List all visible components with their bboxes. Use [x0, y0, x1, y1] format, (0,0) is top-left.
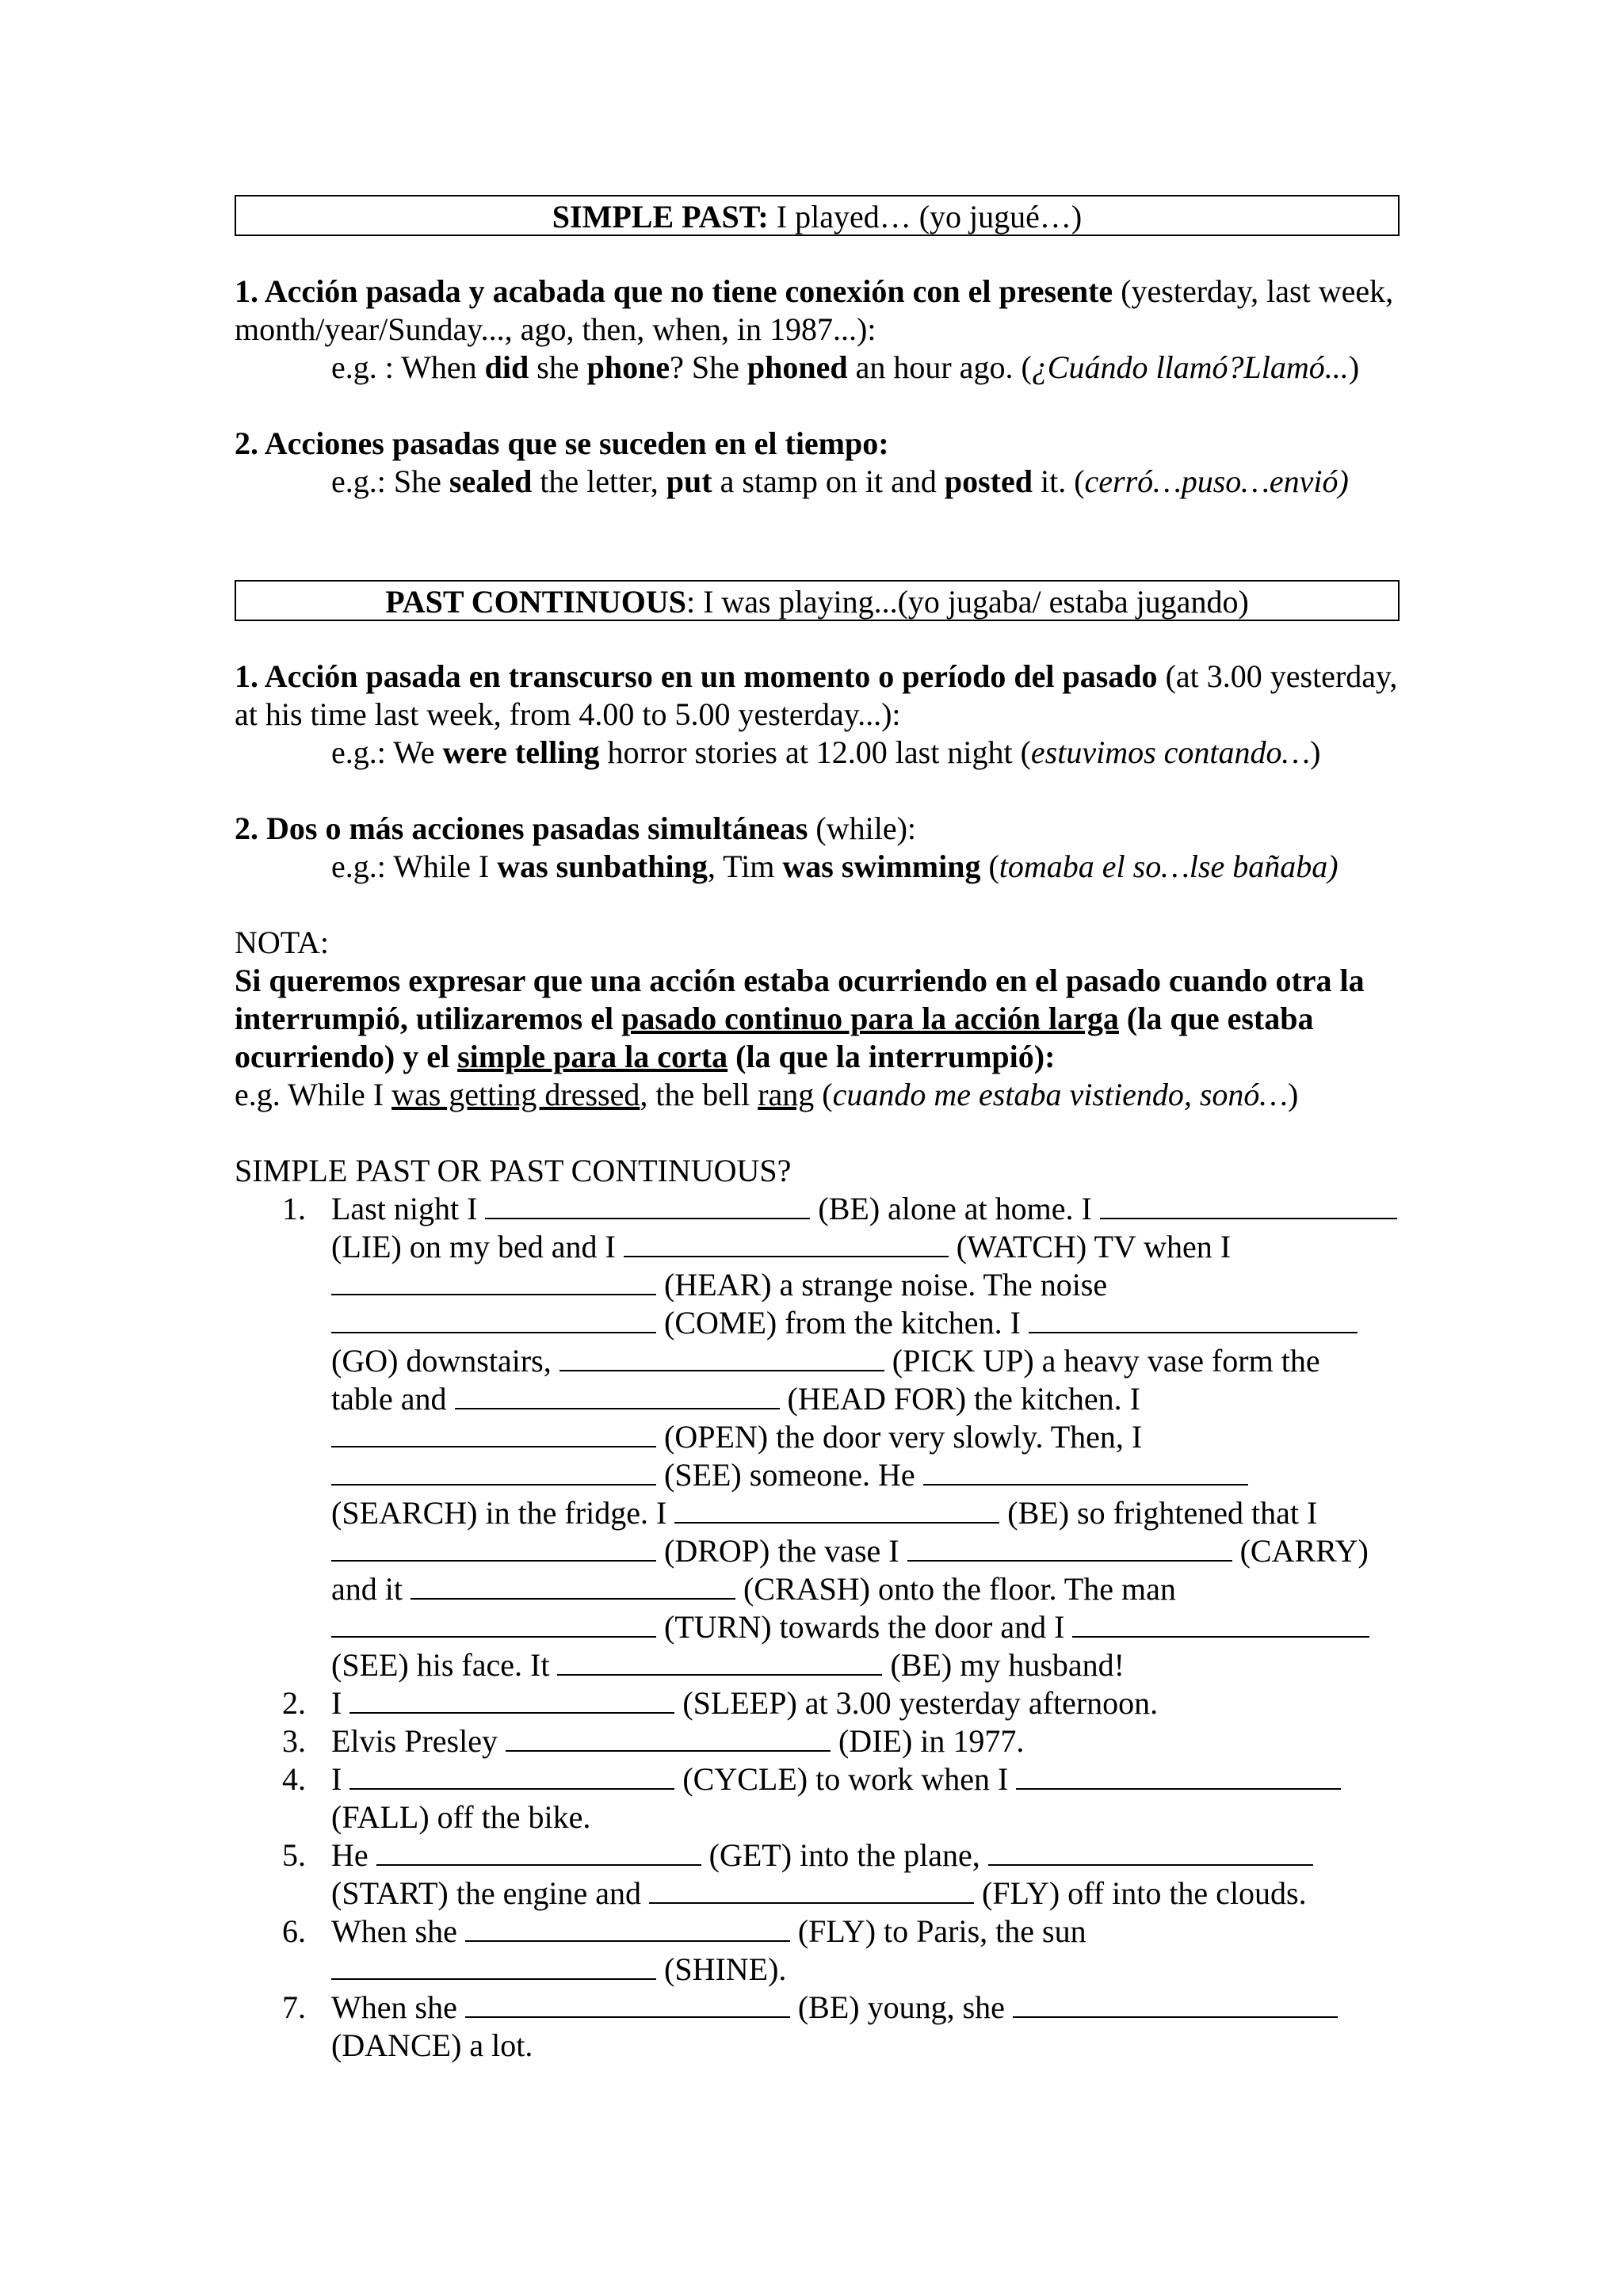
worksheet [235, 195, 1400, 2065]
exercise-item-5 [235, 1836, 1400, 1913]
item-text: (BE) my husband! [882, 1647, 1125, 1683]
item-text: (PICK UP) a heavy vase form the [884, 1343, 1320, 1379]
simple-past-title: SIMPLE PAST: [552, 199, 769, 235]
answer-blank[interactable] [624, 1229, 949, 1257]
example-text: ) [1348, 349, 1360, 385]
example-text: the letter, [532, 463, 666, 499]
nota-underlined: pasado continuo para la acción larga [621, 1001, 1119, 1036]
item-text: (DANCE) a lot. [331, 2027, 533, 2063]
answer-blank[interactable] [331, 1419, 656, 1447]
item-number: 3. [282, 1723, 306, 1759]
answer-blank[interactable] [349, 1761, 674, 1790]
item-number: 2. [282, 1685, 306, 1721]
answer-blank[interactable] [907, 1533, 1232, 1562]
item-text: (SLEEP) at 3.00 yesterday afternoon. [674, 1685, 1159, 1721]
past-continuous-rule-1 [235, 658, 1400, 734]
item-text: and it [331, 1571, 411, 1607]
answer-blank[interactable] [1072, 1609, 1369, 1638]
past-continuous-title-box [235, 580, 1400, 621]
item-text: When she [331, 1913, 465, 1949]
example-text: a stamp on it and [712, 463, 945, 499]
item-text: (BE) young, she [789, 1989, 1013, 2025]
example-verb: sealed [449, 463, 533, 499]
example-verb: posted [944, 463, 1033, 499]
example-text: ? She [670, 349, 747, 385]
item-text: (CARRY) [1232, 1533, 1369, 1569]
answer-blank[interactable] [331, 1305, 656, 1333]
example-translation: ¿Cuándo llamó?Llamó... [1031, 349, 1349, 385]
example-text: e.g. : When [331, 349, 485, 385]
answer-blank[interactable] [1013, 1989, 1338, 2018]
answer-blank[interactable] [331, 1457, 656, 1486]
item-number: 1. [282, 1191, 306, 1226]
example-text: an hour ago. ( [847, 349, 1032, 385]
item-text: (COME) from the kitchen. I [656, 1305, 1029, 1341]
item-text: (TURN) towards the door and I [656, 1609, 1073, 1645]
item-text: When she [331, 1989, 465, 2025]
answer-blank[interactable] [506, 1723, 831, 1752]
example-text: ) [1288, 1077, 1299, 1112]
exercise-item-7 [235, 1989, 1400, 2065]
item-text: Elvis Presley [331, 1723, 506, 1759]
answer-blank[interactable] [455, 1381, 780, 1409]
simple-past-example-1 [235, 349, 1400, 387]
rule-heading: 2. Dos o más acciones pasadas simultáneas [235, 810, 808, 846]
exercise-item-1 [235, 1190, 1400, 1684]
item-text: (FLY) off into the clouds. [973, 1875, 1307, 1911]
rule-text: (while): [808, 810, 917, 846]
past-continuous-title-rest: : I was playing...(yo jugaba/ estaba jugando) [685, 584, 1249, 620]
answer-blank[interactable] [331, 1609, 656, 1638]
item-text: (OPEN) the door very slowly. Then, I [656, 1419, 1143, 1455]
simple-past-title-rest: I played… (yo jugué…) [768, 199, 1083, 235]
item-text: (CRASH) onto the floor. The man [735, 1571, 1176, 1607]
nota-text: (la que la interrumpió): [727, 1039, 1056, 1074]
exercise-item-6 [235, 1913, 1400, 1989]
example-text: e.g.: While I [331, 849, 498, 884]
example-verb: were telling [442, 734, 600, 770]
past-continuous-title: PAST CONTINUOUS [385, 584, 686, 620]
item-text: (FLY) to Paris, the sun [789, 1913, 1086, 1949]
item-text: (WATCH) TV when I [948, 1229, 1232, 1264]
example-verb: phoned [747, 349, 848, 385]
answer-blank[interactable] [1029, 1305, 1358, 1333]
answer-blank[interactable] [331, 1267, 656, 1295]
item-text: (SEE) his face. It [331, 1647, 558, 1683]
nota-text: Si queremos expresar que una acción estaba ocurriendo en el pasado cuando otra la interrumpió, utilizaremos el [235, 963, 1365, 1036]
example-underlined: rang [758, 1077, 815, 1112]
example-text: horror stories at 12.00 last night ( [599, 734, 1031, 770]
answer-blank[interactable] [923, 1457, 1248, 1486]
example-translation: cuando me estaba vistiendo, sonó… [832, 1077, 1288, 1112]
answer-blank[interactable] [465, 1989, 790, 2018]
example-underlined: was getting dressed [391, 1077, 640, 1112]
item-text: (HEAD FOR) the kitchen. I [779, 1381, 1140, 1417]
example-text: e.g. While I [235, 1077, 392, 1112]
past-continuous-example-1 [235, 734, 1400, 772]
item-number: 7. [282, 1989, 306, 2025]
exercise-item-4 [235, 1760, 1400, 1836]
example-verb: phone [586, 349, 670, 385]
nota-example [235, 1076, 1400, 1114]
item-text: (LIE) on my bed and I [331, 1229, 624, 1264]
simple-past-rule-2: 2. Acciones pasadas que se suceden en el tiempo: [235, 425, 889, 461]
example-translation: tomaba el so…lse bañaba) [999, 849, 1338, 884]
answer-blank[interactable] [557, 1647, 882, 1676]
item-text: (DROP) the vase I [656, 1533, 907, 1569]
item-text: (START) the engine and [331, 1875, 649, 1911]
simple-past-title-box [235, 195, 1400, 236]
item-text: (HEAR) a strange noise. The noise [656, 1267, 1108, 1302]
example-text: e.g.: We [331, 734, 443, 770]
example-text: ( [980, 849, 999, 884]
exercise-list [235, 1190, 1400, 2065]
past-continuous-example-2 [235, 848, 1400, 886]
rule-text: (yesterday, last week, month/year/Sunday..., ago, then, when, in 1987...): [235, 273, 1394, 347]
answer-blank[interactable] [1016, 1761, 1341, 1790]
example-text: she [529, 349, 587, 385]
simple-past-example-2 [235, 463, 1400, 501]
example-text: it. ( [1032, 463, 1085, 499]
rule-heading: 1. Acción pasada y acabada que no tiene conexión con el presente [235, 273, 1113, 309]
item-text: table and [331, 1381, 455, 1417]
item-number: 4. [282, 1761, 306, 1797]
item-text: (BE) alone at home. I [810, 1191, 1100, 1226]
item-text: (SEARCH) in the fridge. I [331, 1495, 675, 1531]
answer-blank[interactable] [1100, 1191, 1397, 1219]
answer-blank[interactable] [988, 1837, 1313, 1866]
item-text: (GET) into the plane, [701, 1837, 988, 1873]
example-verb: put [666, 463, 712, 499]
item-text: He [331, 1837, 376, 1873]
example-verb: was sunbathing [497, 849, 708, 884]
item-text: (BE) so frightened that I [999, 1495, 1318, 1531]
nota-underlined: simple para la corta [457, 1039, 728, 1074]
exercise-title: SIMPLE PAST OR PAST CONTINUOUS? [235, 1153, 792, 1188]
rule-heading: 1. Acción pasada en transcurso en un momento o período del pasado [235, 658, 1158, 694]
item-text: (DIE) in 1977. [830, 1723, 1025, 1759]
item-text: (SHINE). [656, 1951, 787, 1987]
item-text: Last night I [331, 1191, 486, 1226]
example-text: , Tim [707, 849, 783, 884]
answer-blank[interactable] [376, 1837, 701, 1866]
rule-text: (at 3.00 yesterday, at his time last week, from 4.00 to 5.00 yesterday...): [235, 658, 1398, 732]
answer-blank[interactable] [411, 1571, 735, 1600]
example-text: , the bell [640, 1077, 758, 1112]
exercise-item-3 [235, 1722, 1400, 1760]
example-text: ) [1310, 734, 1321, 770]
example-text: e.g.: She [331, 463, 449, 499]
answer-blank[interactable] [349, 1685, 674, 1714]
answer-blank[interactable] [649, 1875, 974, 1904]
item-number: 5. [282, 1837, 306, 1873]
answer-blank[interactable] [674, 1495, 999, 1524]
example-translation: estuvimos contando… [1030, 734, 1311, 770]
item-text: I [331, 1685, 350, 1721]
answer-blank[interactable] [465, 1913, 790, 1942]
nota-text: (la que estaba ocurriendo) y el [235, 1001, 1314, 1074]
example-verb: was swimming [782, 849, 981, 884]
answer-blank[interactable] [559, 1343, 884, 1371]
item-text: (CYCLE) to work when I [674, 1761, 1017, 1797]
item-text: I [331, 1761, 350, 1797]
past-continuous-rule-2 [235, 810, 1400, 848]
nota-label: NOTA: [235, 925, 330, 960]
item-text: (SEE) someone. He [656, 1457, 923, 1493]
example-verb: did [484, 349, 529, 385]
exercise-item-2 [235, 1684, 1400, 1722]
item-text: (FALL) off the bike. [331, 1799, 591, 1835]
answer-blank[interactable] [485, 1191, 810, 1219]
answer-blank[interactable] [331, 1951, 656, 1980]
item-text: (GO) downstairs, [331, 1343, 559, 1379]
item-number: 6. [282, 1913, 306, 1949]
nota-body [235, 962, 1400, 1076]
example-text: ( [814, 1077, 833, 1112]
simple-past-rule-1 [235, 273, 1400, 349]
example-translation: cerró…puso…envió) [1084, 463, 1349, 499]
answer-blank[interactable] [331, 1533, 656, 1562]
